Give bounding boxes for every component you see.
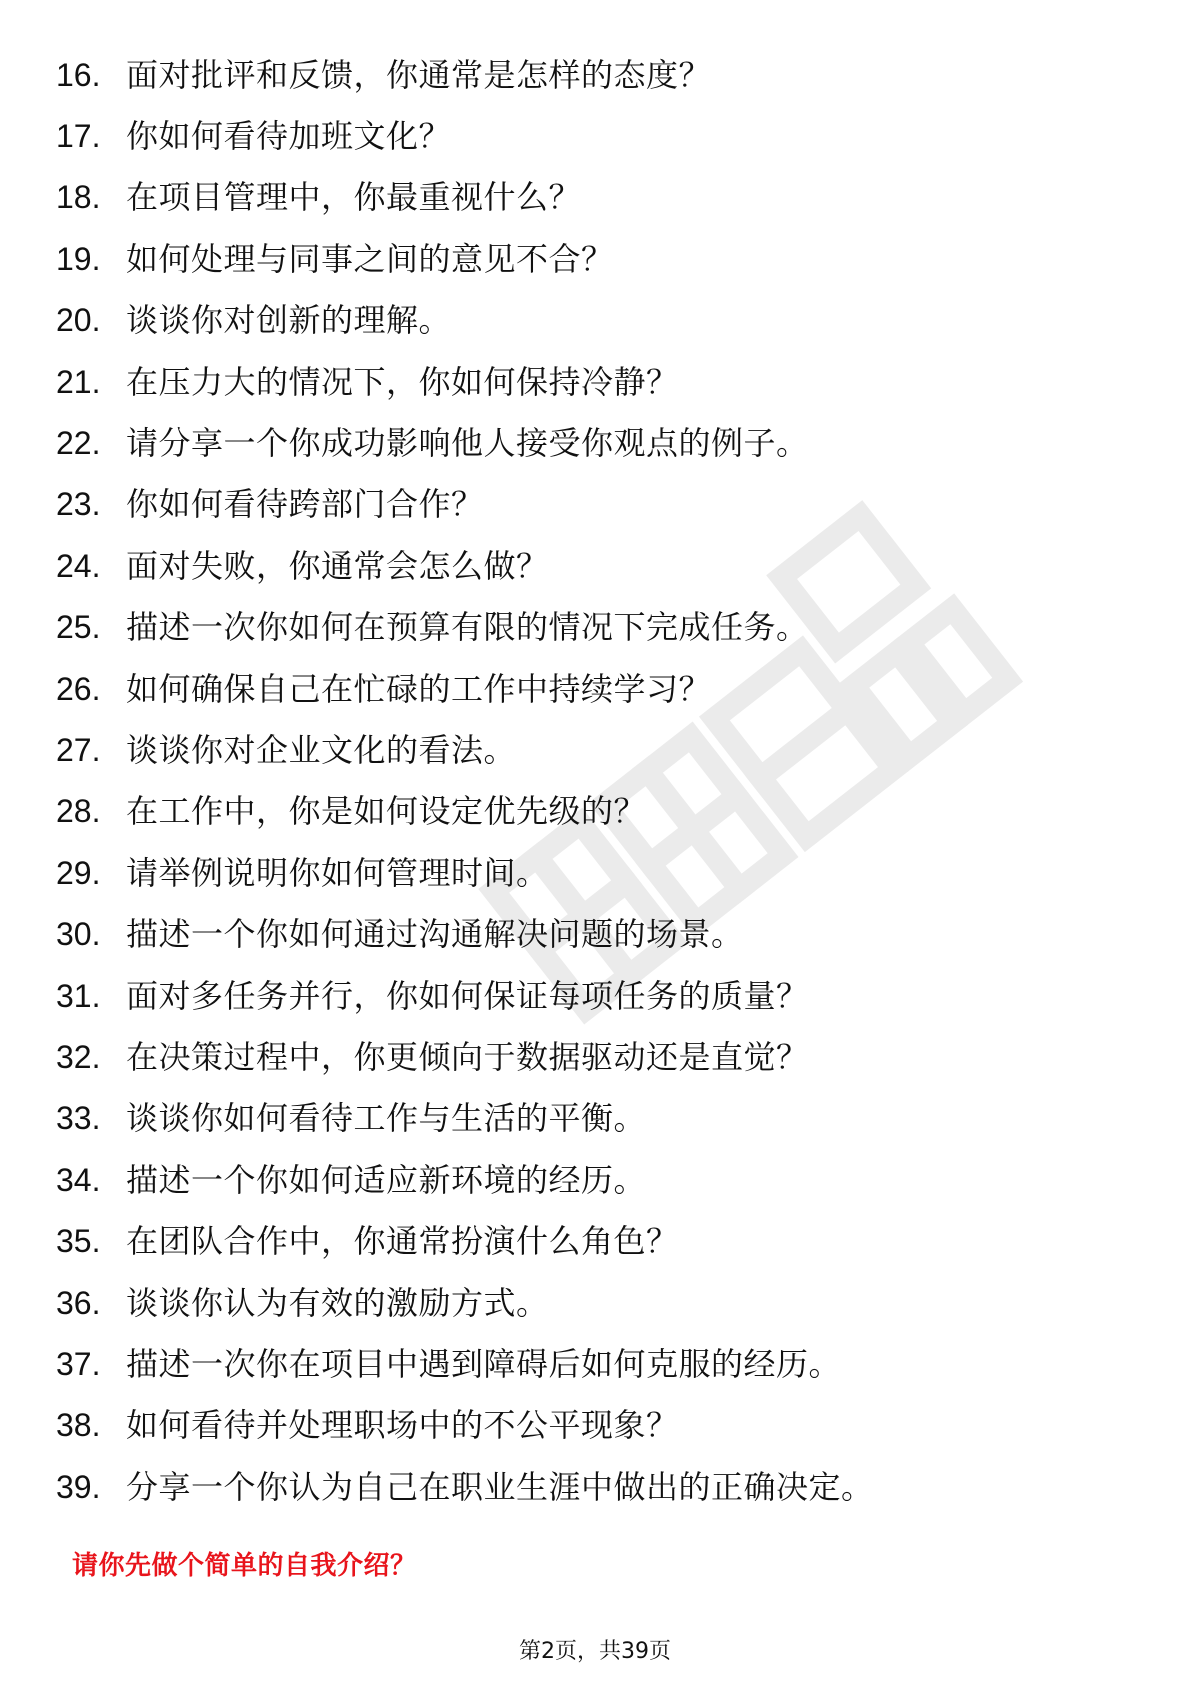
question-text: 谈谈你如何看待工作与生活的平衡。: [126, 1099, 647, 1138]
question-text: 如何处理与同事之间的意见不合？: [126, 239, 614, 278]
question-text: 谈谈你对企业文化的看法。: [126, 730, 517, 769]
question-number: 36.: [56, 1284, 101, 1321]
list-item: [56, 719, 1136, 780]
question-text: 在工作中，你是如何设定优先级的？: [126, 792, 647, 831]
question-text: 在决策过程中，你更倾向于数据驱动还是直觉？: [126, 1037, 809, 1076]
question-text: 在团队合作中，你通常扮演什么角色？: [126, 1222, 679, 1261]
question-text: 在压力大的情况下，你如何保持冷静？: [126, 362, 679, 401]
list-item: [56, 44, 1136, 105]
list-item: [56, 903, 1136, 964]
question-number: 39.: [56, 1468, 101, 1505]
question-number: 18.: [56, 179, 101, 216]
question-text: 你如何看待加班文化？: [126, 117, 452, 156]
highlighted-question: 请你先做个简单的自我介绍？: [72, 1551, 417, 1581]
question-text: 如何确保自己在忙碌的工作中持续学习？: [126, 669, 712, 708]
question-text: 谈谈你认为有效的激励方式。: [126, 1283, 549, 1322]
question-text: 描述一次你如何在预算有限的情况下完成任务。: [126, 608, 809, 647]
question-number: 28.: [56, 793, 101, 830]
list-item: [56, 105, 1136, 166]
list-item: [56, 842, 1136, 903]
question-number: 34.: [56, 1161, 101, 1198]
question-number: 37.: [56, 1345, 101, 1382]
list-item: [56, 597, 1136, 658]
list-item: [56, 1026, 1136, 1087]
list-item: [56, 1333, 1136, 1394]
list-item: [56, 781, 1136, 842]
question-text: 分享一个你认为自己在职业生涯中做出的正确决定。: [126, 1467, 874, 1506]
question-number: 23.: [56, 486, 101, 523]
question-number: 33.: [56, 1100, 101, 1137]
question-number: 24.: [56, 547, 101, 584]
question-text: 面对失败，你通常会怎么做？: [126, 546, 549, 585]
question-list: [56, 44, 1136, 1517]
question-number: 27.: [56, 731, 101, 768]
list-item: [56, 228, 1136, 289]
list-item: [56, 658, 1136, 719]
list-item: [56, 290, 1136, 351]
question-number: 29.: [56, 854, 101, 891]
question-text: 如何看待并处理职场中的不公平现象？: [126, 1406, 679, 1445]
list-item: [56, 474, 1136, 535]
question-text: 面对批评和反馈，你通常是怎样的态度？: [126, 55, 712, 94]
list-item: [56, 1149, 1136, 1210]
list-item: [56, 1456, 1136, 1517]
question-number: 32.: [56, 1038, 101, 1075]
question-text: 在项目管理中，你最重视什么？: [126, 178, 582, 217]
question-text: 描述一次你在项目中遇到障碍后如何克服的经历。: [126, 1344, 842, 1383]
list-item: [56, 1088, 1136, 1149]
question-text: 请举例说明你如何管理时间。: [126, 853, 549, 892]
list-item: [56, 412, 1136, 473]
question-text: 描述一个你如何通过沟通解决问题的场景。: [126, 915, 744, 954]
question-number: 17.: [56, 118, 101, 155]
list-item: [56, 1395, 1136, 1456]
question-number: 19.: [56, 240, 101, 277]
question-text: 描述一个你如何适应新环境的经历。: [126, 1160, 647, 1199]
question-number: 16.: [56, 56, 101, 93]
question-text: 你如何看待跨部门合作？: [126, 485, 484, 524]
list-item: [56, 965, 1136, 1026]
question-number: 21.: [56, 363, 101, 400]
question-number: 26.: [56, 670, 101, 707]
question-text: 请分享一个你成功影响他人接受你观点的例子。: [126, 424, 809, 463]
question-number: 38.: [56, 1407, 101, 1444]
question-number: 35.: [56, 1223, 101, 1260]
list-item: [56, 167, 1136, 228]
question-number: 31.: [56, 977, 101, 1014]
question-number: 30.: [56, 916, 101, 953]
list-item: [56, 1210, 1136, 1271]
list-item: [56, 1272, 1136, 1333]
question-number: 25.: [56, 609, 101, 646]
question-text: 谈谈你对创新的理解。: [126, 301, 452, 340]
list-item: [56, 535, 1136, 596]
question-number: 20.: [56, 302, 101, 339]
question-text: 面对多任务并行，你如何保证每项任务的质量？: [126, 976, 809, 1015]
page-number: 第2页，共39页: [519, 1639, 671, 1664]
list-item: [56, 351, 1136, 412]
question-number: 22.: [56, 425, 101, 462]
